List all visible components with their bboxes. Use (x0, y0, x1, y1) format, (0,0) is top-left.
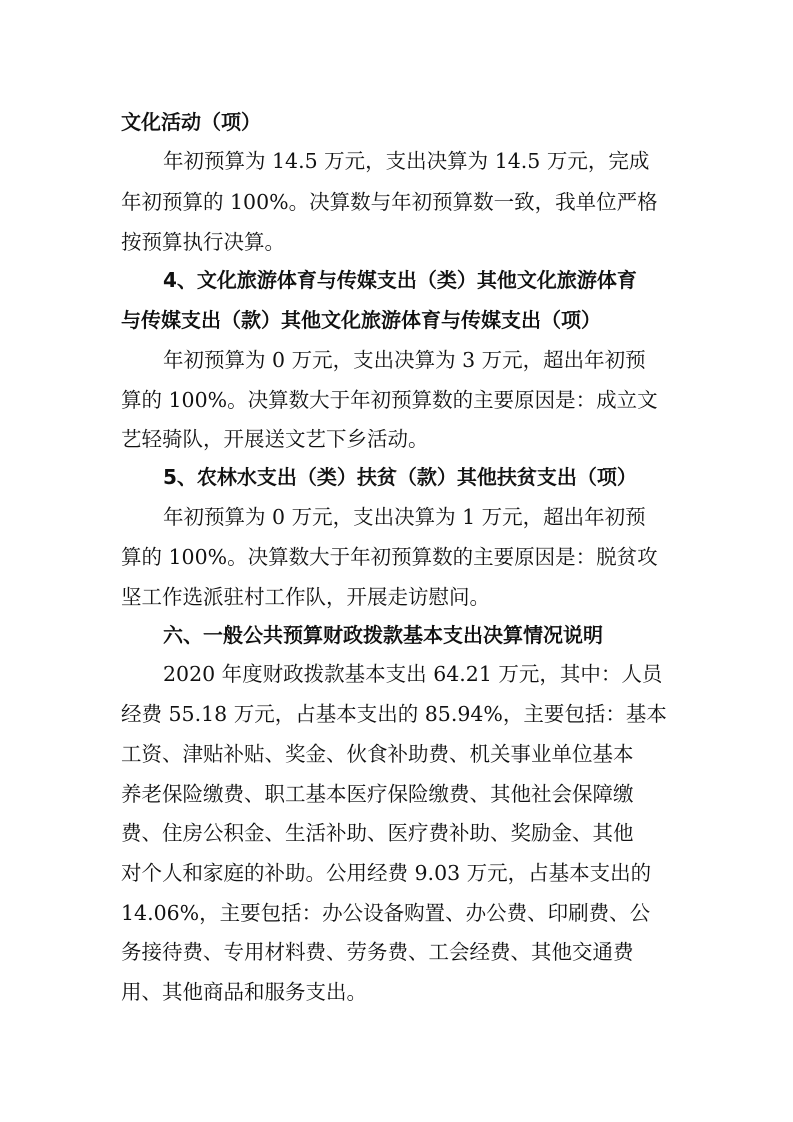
paragraph-line: 算的 100%。决算数大于年初预算数的主要原因是：成立文 (121, 388, 658, 412)
paragraph-line: 年初预算为 0 万元，支出决算为 3 万元，超出年初预 (163, 348, 646, 372)
paragraph-line: 工资、津贴补贴、奖金、伙食补助费、机关事业单位基本 (121, 742, 634, 766)
paragraph-line: 年初预算为 14.5 万元，支出决算为 14.5 万元，完成 (163, 149, 650, 173)
paragraph-line: 年初预算的 100%。决算数与年初预算数一致，我单位严格 (121, 190, 658, 214)
paragraph-line: 坚工作选派驻村工作队，开展走访慰问。 (121, 585, 490, 609)
paragraph-line: 按预算执行决算。 (121, 230, 285, 254)
heading-item-4: 4、文化旅游体育与传媒支出（类）其他文化旅游体育 (163, 268, 637, 292)
paragraph-line: 对个人和家庭的补助。公用经费 9.03 万元，占基本支出的 (121, 861, 652, 885)
paragraph-line: 算的 100%。决算数大于年初预算数的主要原因是：脱贫攻 (121, 545, 658, 569)
heading-cultural-activities: 文化活动（项） (121, 110, 261, 134)
paragraph-line: 14.06%，主要包括：办公设备购置、办公费、印刷费、公 (121, 901, 651, 925)
paragraph-line: 经费 55.18 万元，占基本支出的 85.94%，主要包括：基本 (121, 702, 667, 726)
paragraph-line: 2020 年度财政拨款基本支出 64.21 万元，其中：人员 (163, 662, 663, 686)
paragraph-line: 艺轻骑队，开展送文艺下乡活动。 (121, 427, 429, 451)
heading-item-5: 5、农林水支出（类）扶贫（款）其他扶贫支出（项） (163, 465, 637, 489)
paragraph-line: 用、其他商品和服务支出。 (121, 980, 367, 1004)
paragraph-line: 务接待费、专用材料费、劳务费、工会经费、其他交通费 (121, 940, 634, 964)
heading-section-6: 六、一般公共预算财政拨款基本支出决算情况说明 (163, 623, 603, 647)
paragraph-line: 费、住房公积金、生活补助、医疗费补助、奖励金、其他 (121, 821, 634, 845)
paragraph-line: 养老保险缴费、职工基本医疗保险缴费、其他社会保障缴 (121, 782, 634, 806)
heading-item-4-continued: 与传媒支出（款）其他文化旅游体育与传媒支出（项） (121, 308, 601, 332)
paragraph-line: 年初预算为 0 万元，支出决算为 1 万元，超出年初预 (163, 505, 646, 529)
